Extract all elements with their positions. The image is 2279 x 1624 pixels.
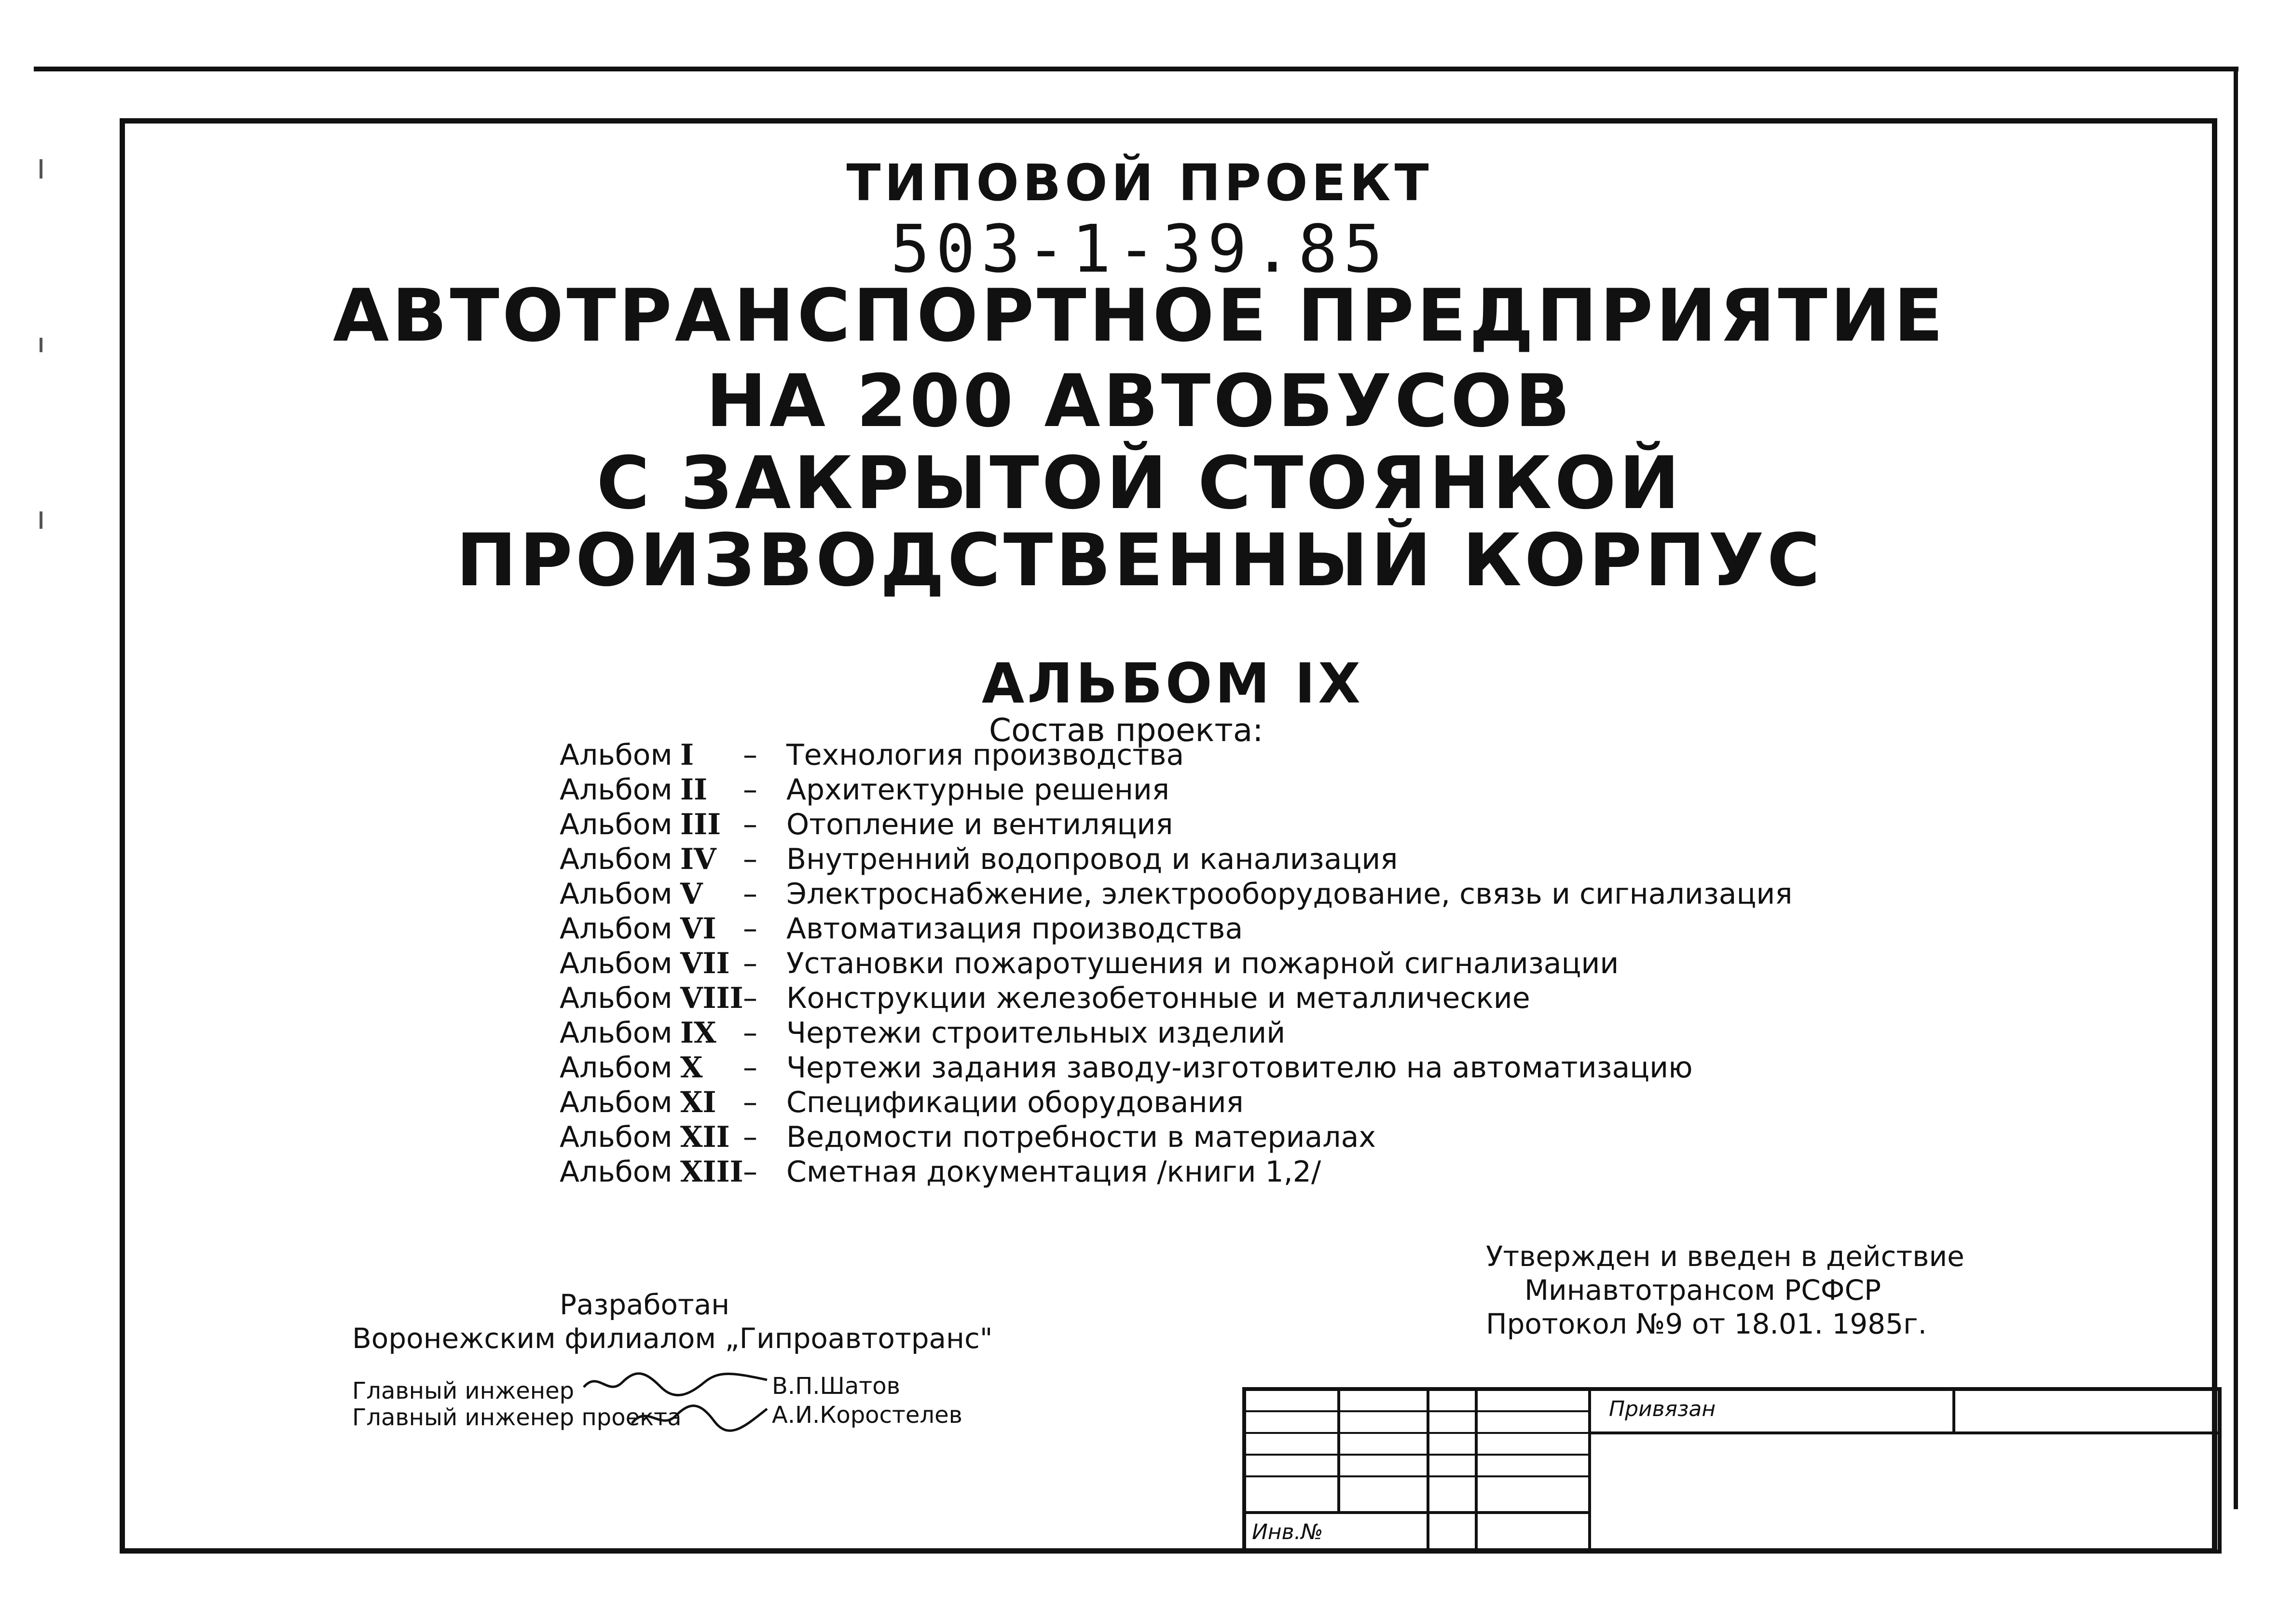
album-word: Альбом [560,912,673,946]
signatory-role: Главный инженер проекта [352,1404,682,1431]
title-line-3: С ЗАКРЫТОЙ СТОЯНКОЙ [596,441,1683,525]
album-word: Альбом [560,981,673,1015]
dash: – [743,877,757,911]
dash: – [743,1051,757,1085]
project-code: 503-1-39.85 [890,211,1389,288]
approval-line-2: Минавтотрансом РСФСР [1524,1274,1881,1307]
album-number: IX [680,1016,716,1050]
album-word: Альбом [560,842,673,876]
album-word: Альбом [560,738,673,772]
album-description: Технология производства [786,738,1184,772]
album-number: II [680,773,708,807]
composition-label: Состав проекта: [989,712,1263,749]
dash: – [743,1155,757,1189]
dash: – [743,808,757,841]
album-number: XI [680,1086,716,1119]
album-number: XIII [680,1155,743,1189]
stamp-bound-label: Привязан [1609,1397,1716,1421]
signature-mark [627,1394,772,1435]
dash: – [743,1086,757,1119]
album-number: VII [680,947,730,980]
dash: – [743,981,757,1015]
top-border-line [34,67,2238,71]
album-word: Альбом [560,773,673,807]
album-description: Архитектурные решения [786,773,1170,807]
album-number: I [680,738,694,772]
dash: – [743,738,757,772]
album-description: Сметная документация /книги 1,2/ [786,1155,1321,1189]
album-description: Чертежи строительных изделий [786,1016,1286,1050]
album-word: Альбом [560,1016,673,1050]
stamp-grid [1242,1387,2222,1554]
signatory-name: В.П.Шатов [772,1373,900,1400]
album-number: IV [680,842,716,876]
dash: – [743,912,757,946]
signatory-role: Главный инженер [352,1377,575,1404]
album-description: Конструкции железобетонные и металлические [786,981,1530,1015]
dash: – [743,1120,757,1154]
album-heading: АЛЬБОМ IX [982,651,1364,716]
album-word: Альбом [560,947,673,980]
album-number: V [680,877,703,911]
album-number: VIII [680,981,743,1015]
title-line-1: АВТОТРАНСПОРТНОЕ ПРЕДПРИЯТИЕ [333,274,1946,358]
approval-line-1: Утвержден и введен в действие [1486,1240,1964,1273]
album-description: Чертежи задания заводу-изготовителю на автоматизацию [786,1051,1693,1085]
album-description: Внутренний водопровод и канализация [786,842,1398,876]
title-block-stamp [1242,1387,2222,1554]
signatory-name: А.И.Коростелев [772,1402,962,1429]
album-description: Отопление и вентиляция [786,808,1173,841]
approval-line-3: Протокол №9 от 18.01. 1985г. [1486,1307,1927,1340]
album-number: X [680,1051,703,1085]
album-description: Спецификации оборудования [786,1086,1244,1119]
album-word: Альбом [560,1120,673,1154]
album-word: Альбом [560,1086,673,1119]
album-description: Автоматизация производства [786,912,1243,946]
album-word: Альбом [560,1155,673,1189]
stamp-inventory-label: Инв.№ [1252,1520,1323,1544]
dash: – [743,773,757,807]
album-description: Ведомости потребности в материалах [786,1120,1376,1154]
album-description: Электроснабжение, электрооборудование, связь и сигнализация [786,877,1793,911]
project-heading: ТИПОВОЙ ПРОЕКТ [846,153,1433,212]
dash: – [743,1016,757,1050]
developer-line-1: Разработан [560,1288,730,1321]
dash: – [743,842,757,876]
album-description: Установки пожаротушения и пожарной сигнализации [786,947,1619,980]
album-word: Альбом [560,877,673,911]
developer-line-2: Воронежским филиалом „Гипроавтотранс" [352,1322,993,1355]
title-line-4: ПРОИЗВОДСТВЕННЫЙ КОРПУС [456,519,1823,603]
title-line-2: НА 200 АВТОБУСОВ [706,359,1573,443]
album-number: III [680,808,721,841]
album-number: XII [680,1120,730,1154]
dash: – [743,947,757,980]
album-number: VI [680,912,716,946]
album-word: Альбом [560,808,673,841]
album-word: Альбом [560,1051,673,1085]
